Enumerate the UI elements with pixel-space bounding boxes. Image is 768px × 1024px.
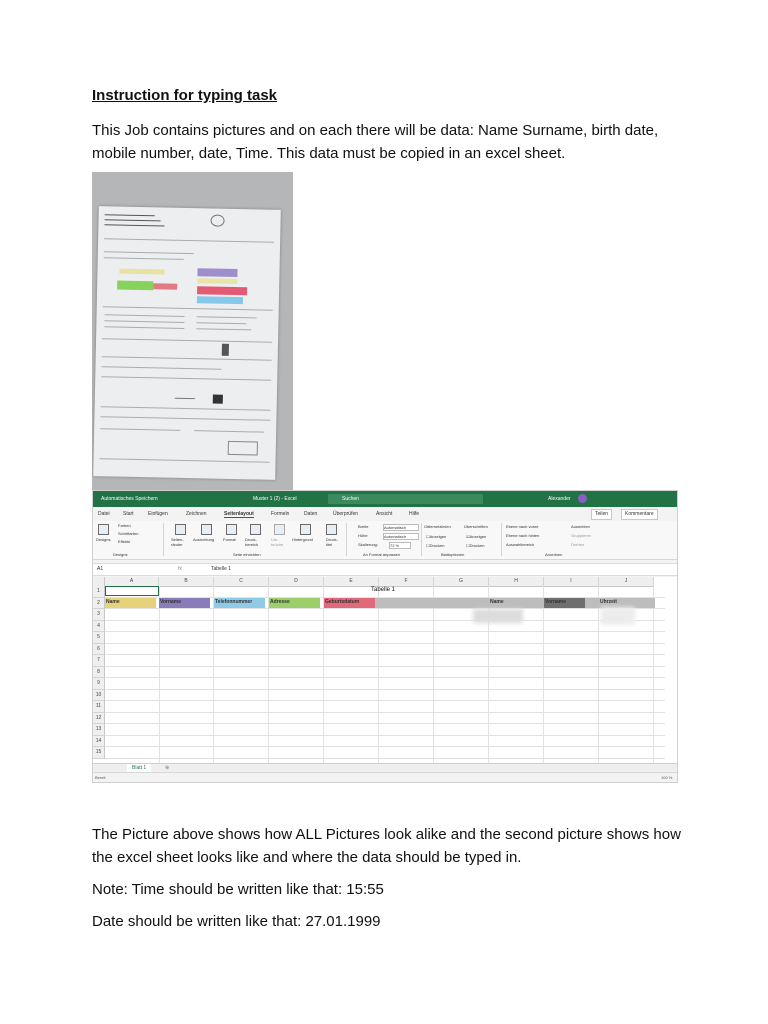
- row-header[interactable]: 13: [93, 724, 105, 736]
- form-paper: [93, 206, 281, 480]
- fx-icon: fx: [178, 566, 182, 572]
- grid-col-line: [543, 586, 544, 763]
- ribbon-gitternetzlinien: Gitternetzlinien: [424, 524, 451, 529]
- file-name: Muster 1 (2) - Excel: [253, 496, 297, 502]
- width-select[interactable]: Automatisch: [383, 524, 419, 531]
- row-header[interactable]: 11: [93, 701, 105, 713]
- note-time: Note: Time should be written like that: 15:55: [92, 881, 384, 898]
- column-header[interactable]: C: [214, 577, 269, 587]
- align-button[interactable]: Ausrichten: [571, 524, 590, 529]
- label-drucken-2: Drucken: [469, 543, 485, 548]
- grid-col-line: [598, 586, 599, 763]
- send-backward-button[interactable]: Ebene nach hinten: [506, 533, 540, 538]
- blurred-area: [473, 609, 523, 623]
- orientation-icon[interactable]: [201, 524, 212, 535]
- ribbon-designs[interactable]: Designs: [96, 537, 111, 542]
- autosave-label: Automatisches Speichern: [101, 496, 158, 502]
- ribbon-format[interactable]: Format: [223, 537, 236, 542]
- grid-row-line: [105, 666, 665, 667]
- table-header-cell[interactable]: Name: [489, 598, 530, 608]
- height-select[interactable]: Automatisch: [383, 533, 419, 540]
- share-button[interactable]: [591, 509, 612, 520]
- scale-input[interactable]: 72 %: [389, 542, 411, 549]
- ribbon-seitenraender[interactable]: Seiten-ränder: [171, 537, 184, 547]
- grid-row-line: [105, 620, 665, 621]
- column-header[interactable]: D: [269, 577, 324, 587]
- breaks-icon[interactable]: [274, 524, 285, 535]
- name-box[interactable]: A1: [97, 566, 104, 572]
- grid-col-line: [653, 586, 654, 763]
- row-header[interactable]: 1: [93, 586, 105, 598]
- intro-paragraph: This Job contains pictures and on each there will be data: Name Surname, birth date, mobile number, date, Time. This data must be copied in an excel sheet.: [92, 122, 659, 162]
- row-header[interactable]: 4: [93, 621, 105, 633]
- row-header[interactable]: 14: [93, 736, 105, 748]
- table-header-cell[interactable]: Uhrzeit: [599, 598, 640, 608]
- grid-row-line: [105, 746, 665, 747]
- grid-row-line: [105, 723, 665, 724]
- after-paragraph: The Picture above shows how ALL Pictures look alike and the second picture shows how the excel sheet looks like and where the data should be typed in.: [92, 826, 681, 866]
- label-anzeigen-2: Anzeigen: [469, 534, 487, 539]
- ribbon-skalierung: Skalierung:: [358, 542, 379, 547]
- selection-pane-button[interactable]: Auswahlbereich: [506, 542, 535, 547]
- zoom-level: 100 %: [661, 775, 673, 780]
- rotate-button[interactable]: Drehen: [571, 542, 585, 547]
- grid-row-line: [105, 643, 665, 644]
- margins-icon[interactable]: [175, 524, 186, 535]
- menu-einfuegen[interactable]: Einfügen: [148, 511, 168, 517]
- column-header[interactable]: J: [599, 577, 654, 587]
- row-header[interactable]: 6: [93, 644, 105, 656]
- selected-cell[interactable]: [105, 586, 159, 596]
- ribbon-ausrichtung[interactable]: Ausrichtung: [193, 537, 215, 542]
- ribbon-farben[interactable]: Farben: [118, 523, 131, 528]
- grid-row-line: [105, 735, 665, 736]
- row-header[interactable]: 5: [93, 632, 105, 644]
- sheet-grid: [93, 577, 677, 763]
- grid-row-line: [105, 689, 665, 690]
- group-seite: Seite einrichten: [233, 552, 261, 557]
- ribbon-umbrueche[interactable]: Um-brüche: [271, 537, 284, 547]
- avatar[interactable]: [578, 494, 587, 503]
- column-header[interactable]: I: [544, 577, 599, 587]
- excel-menu: [93, 507, 677, 521]
- label-drucken: Drucken: [429, 543, 445, 548]
- row-header[interactable]: 3: [93, 609, 105, 621]
- size-icon[interactable]: [226, 524, 237, 535]
- status-ready: Bereit: [95, 775, 106, 780]
- grid-col-line: [213, 586, 214, 763]
- menu-ansicht[interactable]: Ansicht: [376, 511, 393, 517]
- group-designs: Designs: [113, 552, 128, 557]
- row-header[interactable]: 7: [93, 655, 105, 667]
- search-placeholder: Suchen: [342, 496, 359, 502]
- excel-title-bar: [93, 491, 677, 507]
- row-header[interactable]: 10: [93, 690, 105, 702]
- grid-row-line: [105, 654, 665, 655]
- row-header[interactable]: 8: [93, 667, 105, 679]
- headings-print-checkbox[interactable]: ☐ Drucken: [466, 543, 485, 548]
- form-photo: [92, 172, 293, 490]
- row-header[interactable]: 15: [93, 747, 105, 759]
- table-title: Tabelle 1: [370, 587, 396, 593]
- bring-forward-button[interactable]: Ebene nach vorne: [506, 524, 539, 529]
- grid-col-line: [323, 586, 324, 763]
- sheet-tab-blatt1[interactable]: Blatt 1: [127, 764, 151, 775]
- ribbon-schriftarten[interactable]: Schriftarten: [118, 531, 139, 536]
- menu-daten[interactable]: Daten: [304, 511, 318, 517]
- add-sheet-icon[interactable]: ⊕: [165, 765, 170, 771]
- row-header[interactable]: 12: [93, 713, 105, 725]
- column-header[interactable]: F: [379, 577, 434, 587]
- ribbon-druckbereich[interactable]: Druck-bereich: [245, 537, 259, 547]
- menu-start[interactable]: Start: [123, 511, 134, 517]
- comments-button[interactable]: [621, 509, 658, 520]
- comments-label: Kommentare: [625, 511, 654, 517]
- column-header[interactable]: B: [159, 577, 214, 587]
- table-header-cell[interactable]: Name: [105, 598, 156, 608]
- blurred-area-2: [601, 607, 635, 625]
- table-header-cell[interactable]: Vorname: [544, 598, 585, 608]
- group-anpassen: An Format anpassen: [363, 552, 401, 557]
- grid-row-line: [105, 608, 665, 609]
- table-header-cell[interactable]: Adresse: [269, 598, 320, 608]
- menu-seitenlayout[interactable]: Seitenlayout: [224, 511, 254, 517]
- status-bar: [93, 772, 677, 783]
- column-header[interactable]: G: [434, 577, 489, 587]
- grid-col-line: [159, 586, 160, 763]
- share-label: Teilen: [595, 511, 609, 517]
- designs-icon[interactable]: [98, 524, 109, 535]
- print-area-icon[interactable]: [250, 524, 261, 535]
- page-heading: Instruction for typing task: [92, 87, 278, 104]
- grid-col-line: [433, 586, 434, 763]
- gridlines-print-checkbox[interactable]: ☐ Drucken: [426, 543, 445, 548]
- ribbon-drucktitel[interactable]: Druck-titel: [326, 537, 338, 547]
- grid-row-line: [105, 700, 665, 701]
- search-box[interactable]: [328, 494, 483, 504]
- grid-col-line: [378, 586, 379, 763]
- ribbon-effekte[interactable]: Effekte: [118, 539, 131, 544]
- group-blatt: Blattoptionen: [441, 552, 465, 557]
- menu-formeln[interactable]: Formeln: [271, 511, 290, 517]
- print-titles-icon[interactable]: [326, 524, 337, 535]
- column-header[interactable]: A: [105, 577, 159, 587]
- grid-col-line: [268, 586, 269, 763]
- row-header[interactable]: 9: [93, 678, 105, 690]
- grid-row-line: [105, 631, 665, 632]
- label-anzeigen: Anzeigen: [429, 534, 447, 539]
- column-header[interactable]: E: [324, 577, 379, 587]
- grid-row-line: [105, 677, 665, 678]
- excel-ribbon: [93, 521, 677, 560]
- column-header[interactable]: H: [489, 577, 544, 587]
- ribbon-hoehe: Höhe: [358, 533, 368, 538]
- menu-datei[interactable]: Datei: [98, 511, 110, 517]
- formula-bar: [93, 563, 677, 576]
- note-date: Date should be written like that: 27.01.1999: [92, 913, 381, 930]
- ribbon-ueberschriften: Überschriften: [464, 524, 488, 529]
- user-name: Alexander: [548, 496, 571, 502]
- grid-row-line: [105, 758, 665, 759]
- excel-screenshot: [92, 490, 678, 783]
- menu-ueberpruefen[interactable]: Überprüfen: [333, 511, 359, 517]
- table-header-cell[interactable]: Telefonnummer: [214, 598, 265, 608]
- group-button[interactable]: Gruppieren: [571, 533, 592, 538]
- background-icon[interactable]: [300, 524, 311, 535]
- ribbon-breite: Breite: [358, 524, 369, 529]
- menu-hilfe[interactable]: Hilfe: [409, 511, 420, 517]
- row-header[interactable]: 2: [93, 598, 105, 610]
- table-header-cell[interactable]: Vorname: [159, 598, 210, 608]
- formula-input[interactable]: Tabelle 1: [211, 566, 232, 572]
- gridlines-view-checkbox[interactable]: ☐ Anzeigen: [426, 534, 447, 539]
- ribbon-hintergrund[interactable]: Hintergrund: [292, 537, 313, 542]
- table-header-cell[interactable]: Geburtsdatum: [324, 598, 375, 608]
- headings-view-checkbox[interactable]: ☑ Anzeigen: [466, 534, 487, 539]
- grid-row-line: [105, 712, 665, 713]
- menu-zeichnen[interactable]: Zeichnen: [186, 511, 207, 517]
- group-anordnen: Anordnen: [545, 552, 563, 557]
